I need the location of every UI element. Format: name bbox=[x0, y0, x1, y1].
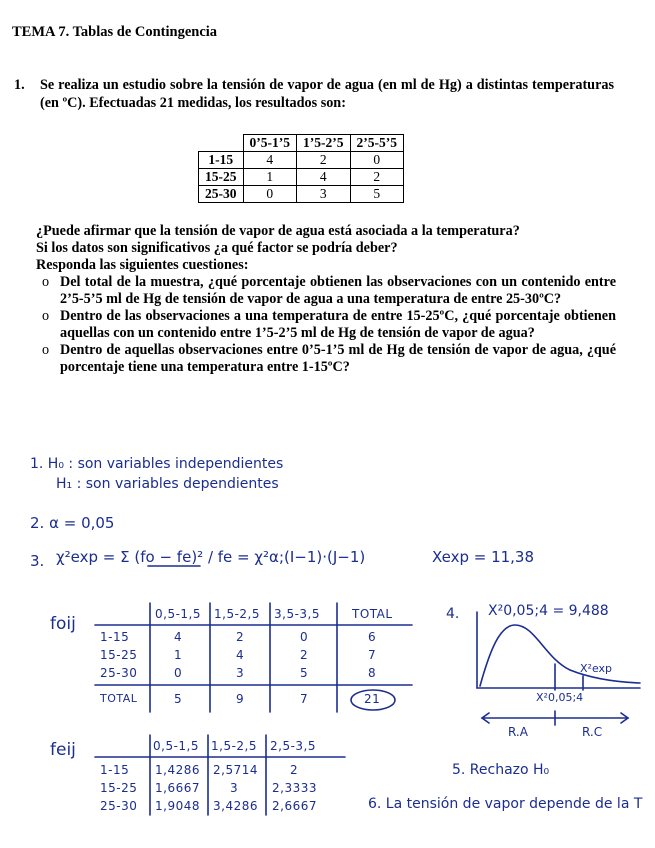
chi-square-curve bbox=[480, 625, 640, 686]
table-cell: 1 bbox=[243, 169, 297, 186]
table-cell: 2 bbox=[297, 152, 351, 169]
exp-cell: 2,3333 bbox=[272, 781, 317, 795]
feij-label: feij bbox=[50, 740, 76, 760]
question-factor: Si los datos son significativos ¿a qué factor se podría deber? bbox=[36, 240, 398, 256]
chi-exp-result: Xexp = 11,38 bbox=[432, 548, 535, 566]
column-header: 0’5-1’5 bbox=[243, 135, 297, 152]
exp-cell: 2,5714 bbox=[213, 763, 258, 777]
exp-row-label: 15-25 bbox=[100, 781, 138, 795]
exp-column-header: 0,5-1,5 bbox=[153, 739, 199, 753]
obs-row-label: 1-15 bbox=[100, 630, 130, 644]
obs-cell: 4 bbox=[236, 648, 245, 662]
chi-formula: χ²exp = Σ (fo − fe)² / fe = χ²α;(I−1)·(J−1) bbox=[56, 548, 366, 566]
exp-cell: 3 bbox=[230, 781, 239, 795]
table-cell: 0 bbox=[243, 186, 297, 203]
graph-critical-label: X²0,05;4 bbox=[536, 691, 584, 704]
obs-cell: 1 bbox=[174, 648, 183, 662]
obs-row-label: 15-25 bbox=[100, 648, 138, 662]
row-header: 25-30 bbox=[199, 186, 244, 203]
table-cell: 0 bbox=[350, 152, 404, 169]
obs-cell: 0 bbox=[174, 666, 183, 680]
rejection-region-label: R.C bbox=[582, 725, 603, 739]
obs-cell: 5 bbox=[300, 666, 309, 680]
exp-cell: 1,6667 bbox=[155, 781, 200, 795]
exp-column-header: 1,5-2,5 bbox=[211, 739, 257, 753]
column-header: 2’5-5’5 bbox=[350, 135, 404, 152]
obs-column-header: 0,5-1,5 bbox=[155, 607, 201, 621]
obs-column-header: 3,5-3,5 bbox=[274, 607, 320, 621]
table-cell: 4 bbox=[297, 169, 351, 186]
row-header: 1-15 bbox=[199, 152, 244, 169]
exp-column-header: 2,5-3,5 bbox=[270, 739, 316, 753]
obs-cell: 7 bbox=[368, 648, 377, 662]
exp-row-label: 25-30 bbox=[100, 799, 138, 813]
alpha-value: 2. α = 0,05 bbox=[30, 514, 115, 532]
sub-question-2: o Dentro de las observaciones a una temperatura de entre 15-25ºC, ¿qué porcentaje obtienen aquellas con un contenido entre 1’5-2’5 ml de Hg de tensión de vapor de agua? bbox=[60, 308, 616, 342]
sub-question-3: o Dentro de aquellas observaciones entre 0’5-1’5 ml de Hg de tensión de vapor de agua, ¿qué porcentaje tiene una temperatura entre 1-15ºC? bbox=[60, 342, 616, 376]
exp-cell: 1,9048 bbox=[155, 799, 200, 813]
obs-total: 5 bbox=[174, 692, 183, 706]
obs-column-header: TOTAL bbox=[352, 607, 393, 621]
table-cell: 4 bbox=[243, 152, 297, 169]
obs-cell: 8 bbox=[368, 666, 377, 680]
obs-cell: 3 bbox=[236, 666, 245, 680]
table-cell: 2 bbox=[350, 169, 404, 186]
step-6-conclusion: 6. La tensión de vapor depende de la T bbox=[368, 796, 643, 812]
table-cell: 5 bbox=[350, 186, 404, 203]
obs-cell: 2 bbox=[300, 648, 309, 662]
exp-row-label: 1-15 bbox=[100, 763, 130, 777]
exp-cell: 2 bbox=[290, 763, 299, 777]
table-cell: 3 bbox=[297, 186, 351, 203]
question-association: ¿Puede afirmar que la tensión de vapor de agua está asociada a la temperatura? bbox=[36, 223, 520, 239]
problem-number: 1. bbox=[14, 77, 25, 93]
obs-cell: 4 bbox=[174, 630, 183, 644]
formula-step-number: 3. bbox=[30, 552, 45, 570]
step-5-conclusion: 5. Rechazo H₀ bbox=[452, 762, 550, 778]
exp-cell: 3,4286 bbox=[213, 799, 258, 813]
obs-cell: 6 bbox=[368, 630, 377, 644]
obs-row-label: 25-30 bbox=[100, 666, 138, 680]
graph-exp-label: X²exp bbox=[580, 662, 613, 675]
acceptance-region-label: R.A bbox=[508, 725, 528, 739]
exp-cell: 1,4286 bbox=[155, 763, 200, 777]
row-header: 15-25 bbox=[199, 169, 244, 186]
hypothesis-h0: 1. H₀ : son variables independientes bbox=[30, 456, 284, 472]
hypothesis-h1: H₁ : son variables dependientes bbox=[56, 476, 279, 492]
obs-total: 7 bbox=[300, 692, 309, 706]
critical-value: X²0,05;4 = 9,488 bbox=[488, 603, 609, 619]
exp-cell: 2,6667 bbox=[272, 799, 317, 813]
question-intro: Responda las siguientes cuestiones: bbox=[36, 257, 249, 273]
problem-text: Se realiza un estudio sobre la tensión de vapor de agua (en ml de Hg) a distintas temperaturas (en ºC). Efectuadas 21 medidas, los resultados son: bbox=[40, 77, 614, 111]
obs-cell: 0 bbox=[300, 630, 309, 644]
obs-total: 9 bbox=[236, 692, 245, 706]
page-title: TEMA 7. Tablas de Contingencia bbox=[12, 24, 218, 40]
sub-question-1: o Del total de la muestra, ¿qué porcentaje obtienen las observaciones con un contenido entre 2’5-5’5 ml de Hg de tensión de vapor de agua a una temperatura de entre 25-30ºC? bbox=[60, 274, 616, 308]
column-header: 1’5-2’5 bbox=[297, 135, 351, 152]
foij-label: foij bbox=[50, 614, 76, 634]
obs-total-label: TOTAL bbox=[100, 692, 138, 705]
obs-cell: 2 bbox=[236, 630, 245, 644]
step-4-number: 4. bbox=[446, 606, 460, 622]
obs-column-header: 1,5-2,5 bbox=[214, 607, 260, 621]
obs-total: 21 bbox=[364, 692, 381, 706]
